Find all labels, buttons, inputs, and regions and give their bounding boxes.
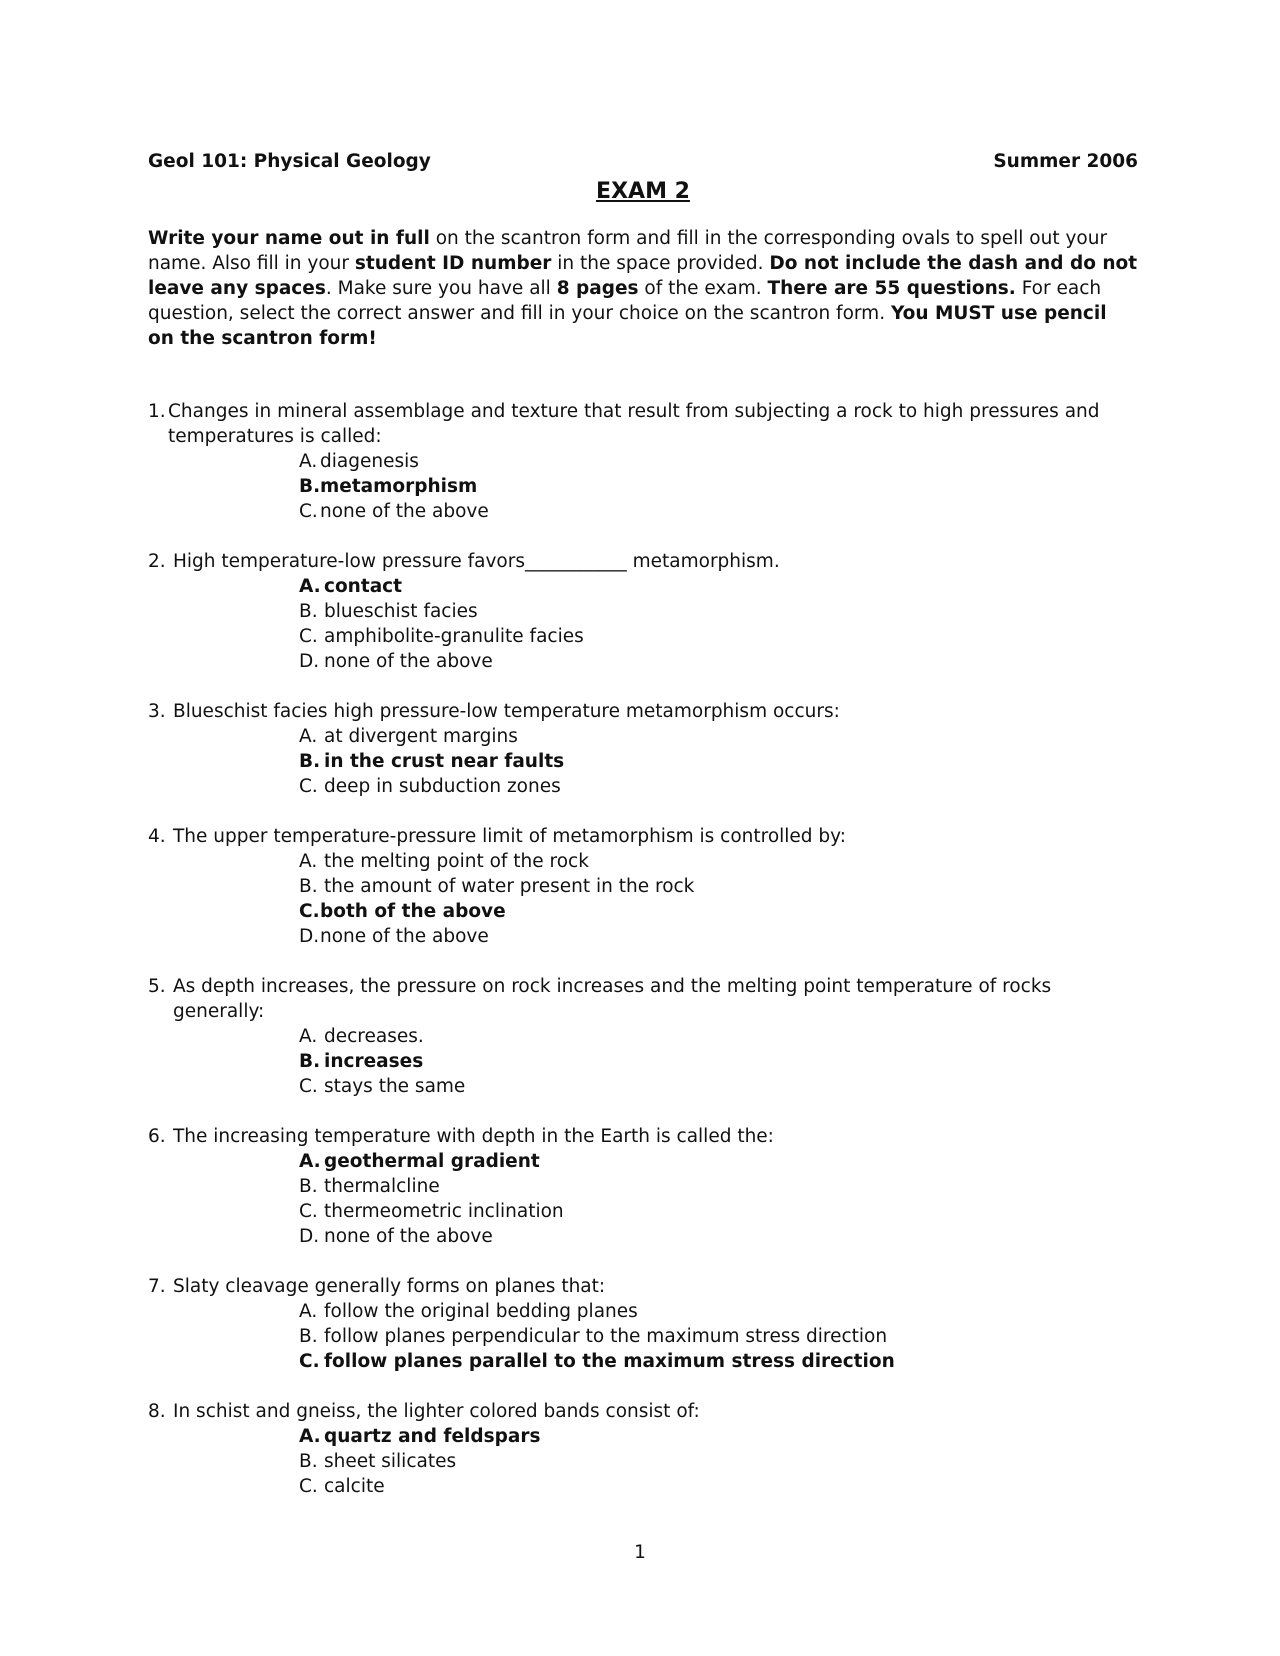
- instruction-text: in the space provided.: [551, 253, 770, 274]
- question-text: High temperature-low pressure favors___________ metamorphism.: [173, 551, 780, 572]
- option-letter: B.: [299, 1051, 321, 1072]
- option-letter: A.: [299, 1426, 321, 1447]
- option-d: [299, 649, 1138, 674]
- option-letter: C.: [299, 901, 320, 922]
- option-letter: D.: [299, 651, 320, 672]
- option-text: diagenesis: [320, 451, 419, 472]
- course-title: Geol 101: Physical Geology: [148, 151, 431, 172]
- option-letter: A.: [299, 851, 318, 872]
- option-c-correct: [299, 899, 1138, 924]
- option-letter: B.: [299, 1176, 318, 1197]
- instruction-bold: Do not include the dash and do not leave any spaces: [148, 253, 1138, 299]
- question-text: Changes in mineral assemblage and texture that result from subjecting a rock to high pressures and temperatures is called:: [168, 401, 1100, 447]
- option-letter: C.: [299, 626, 318, 647]
- header: [148, 150, 1138, 174]
- option-a: [299, 1299, 1138, 1324]
- option-text: follow planes parallel to the maximum stress direction: [324, 1351, 895, 1372]
- option-c: [299, 774, 1138, 799]
- option-text: geothermal gradient: [324, 1151, 540, 1172]
- option-c: [299, 1474, 1138, 1499]
- question-text: Slaty cleavage generally forms on planes that:: [173, 1276, 606, 1297]
- option-text: quartz and feldspars: [324, 1426, 541, 1447]
- option-letter: C.: [299, 1201, 318, 1222]
- option-text: none of the above: [324, 651, 493, 672]
- option-b: [299, 1449, 1138, 1474]
- option-b-correct: [299, 1049, 1138, 1074]
- option-text: metamorphism: [320, 476, 478, 497]
- option-c: [299, 499, 1138, 524]
- question-number: 1.: [148, 401, 166, 422]
- instruction-text: For each question, select the correct answer and fill in your choice on the scantron form.: [148, 278, 1102, 324]
- option-letter: B.: [299, 751, 321, 772]
- term-label: Summer 2006: [993, 151, 1138, 172]
- question-text: The upper temperature-pressure limit of metamorphism is controlled by:: [173, 826, 847, 847]
- answer-options: [299, 724, 1138, 799]
- question-7: [148, 1274, 1138, 1374]
- answer-options: [299, 1149, 1138, 1249]
- option-text: in the crust near faults: [324, 751, 565, 772]
- option-letter: D.: [299, 926, 320, 947]
- answer-options: [299, 1424, 1138, 1499]
- question-number: 8.: [148, 1401, 166, 1422]
- option-text: none of the above: [320, 926, 489, 947]
- answer-options: [299, 1024, 1138, 1099]
- question-number: 2.: [148, 551, 166, 572]
- instruction-text: on the scantron form and fill in the corresponding ovals to spell out your name. Also fill in your: [148, 228, 1108, 274]
- option-letter: A.: [299, 576, 321, 597]
- option-text: calcite: [324, 1476, 385, 1497]
- option-letter: C.: [299, 1476, 318, 1497]
- question-number: 5.: [148, 976, 166, 997]
- question-4: [148, 824, 1138, 949]
- question-5: [148, 974, 1138, 1099]
- question-8: [148, 1399, 1138, 1499]
- option-text: the melting point of the rock: [324, 851, 589, 872]
- option-letter: C.: [299, 776, 318, 797]
- option-letter: B.: [299, 876, 318, 897]
- question-number: 3.: [148, 701, 166, 722]
- option-letter: A.: [299, 1151, 321, 1172]
- option-text: stays the same: [324, 1076, 466, 1097]
- option-a-correct: [299, 1424, 1138, 1449]
- option-text: thermalcline: [324, 1176, 440, 1197]
- option-b-correct: [299, 474, 1138, 499]
- option-text: follow the original bedding planes: [324, 1301, 638, 1322]
- option-letter: A.: [299, 1301, 318, 1322]
- option-text: decreases.: [324, 1026, 424, 1047]
- option-text: deep in subduction zones: [324, 776, 561, 797]
- question-6: [148, 1124, 1138, 1249]
- question-number: 6.: [148, 1126, 166, 1147]
- instructions: [148, 226, 1138, 351]
- option-text: follow planes perpendicular to the maximum stress direction: [324, 1326, 888, 1347]
- option-text: the amount of water present in the rock: [324, 876, 695, 897]
- question-1: [148, 399, 1138, 524]
- answer-options: [299, 574, 1138, 674]
- instruction-text: . Make sure you have all: [325, 278, 557, 299]
- instruction-bold: 8 pages: [556, 278, 639, 299]
- question-text: The increasing temperature with depth in the Earth is called the:: [173, 1126, 774, 1147]
- option-a: [299, 849, 1138, 874]
- option-a: [299, 449, 1138, 474]
- option-text: increases: [324, 1051, 424, 1072]
- option-letter: D.: [299, 1226, 320, 1247]
- option-letter: C.: [299, 1076, 318, 1097]
- question-text: As depth increases, the pressure on rock increases and the melting point temperature of rocks generally:: [173, 976, 1052, 1022]
- option-text: none of the above: [320, 501, 489, 522]
- option-b: [299, 874, 1138, 899]
- option-letter: B.: [299, 476, 321, 497]
- exam-page: [148, 150, 1138, 1524]
- option-text: sheet silicates: [324, 1451, 457, 1472]
- option-d: [299, 1224, 1138, 1249]
- option-d: [299, 924, 1138, 949]
- option-text: blueschist facies: [324, 601, 478, 622]
- instruction-bold: There are 55 questions.: [767, 278, 1016, 299]
- question-2: [148, 549, 1138, 674]
- instruction-text: of the exam.: [638, 278, 768, 299]
- option-text: both of the above: [320, 901, 506, 922]
- instruction-bold: You MUST use pencil on the scantron form!: [148, 303, 1107, 349]
- option-b: [299, 1174, 1138, 1199]
- answer-options: [299, 1299, 1138, 1374]
- option-c: [299, 1074, 1138, 1099]
- question-text: Blueschist facies high pressure-low temperature metamorphism occurs:: [173, 701, 840, 722]
- option-letter: B.: [299, 1326, 318, 1347]
- answer-options: [299, 849, 1138, 949]
- option-a-correct: [299, 1149, 1138, 1174]
- option-text: none of the above: [324, 1226, 493, 1247]
- option-c-correct: [299, 1349, 1138, 1374]
- option-b: [299, 599, 1138, 624]
- page-number: 1: [634, 1542, 646, 1563]
- option-c: [299, 624, 1138, 649]
- question-list: [148, 399, 1138, 1499]
- option-text: thermeometric inclination: [324, 1201, 564, 1222]
- option-letter: B.: [299, 1451, 318, 1472]
- option-letter: A.: [299, 451, 318, 472]
- option-letter: C.: [299, 501, 318, 522]
- option-letter: A.: [299, 726, 318, 747]
- option-text: at divergent margins: [324, 726, 518, 747]
- option-letter: C.: [299, 1351, 320, 1372]
- exam-title: EXAM 2: [596, 179, 690, 204]
- option-a-correct: [299, 574, 1138, 599]
- answer-options: [299, 449, 1138, 524]
- instruction-bold: Write your name out in full: [148, 228, 430, 249]
- option-b-correct: [299, 749, 1138, 774]
- option-a: [299, 1024, 1138, 1049]
- question-number: 7.: [148, 1276, 166, 1297]
- option-text: amphibolite-granulite facies: [324, 626, 584, 647]
- question-3: [148, 699, 1138, 799]
- option-a: [299, 724, 1138, 749]
- option-text: contact: [324, 576, 402, 597]
- option-letter: A.: [299, 1026, 318, 1047]
- option-letter: B.: [299, 601, 318, 622]
- instruction-bold: student ID number: [354, 253, 552, 274]
- question-text: In schist and gneiss, the lighter colored bands consist of:: [173, 1401, 700, 1422]
- question-number: 4.: [148, 826, 166, 847]
- option-b: [299, 1324, 1138, 1349]
- option-c: [299, 1199, 1138, 1224]
